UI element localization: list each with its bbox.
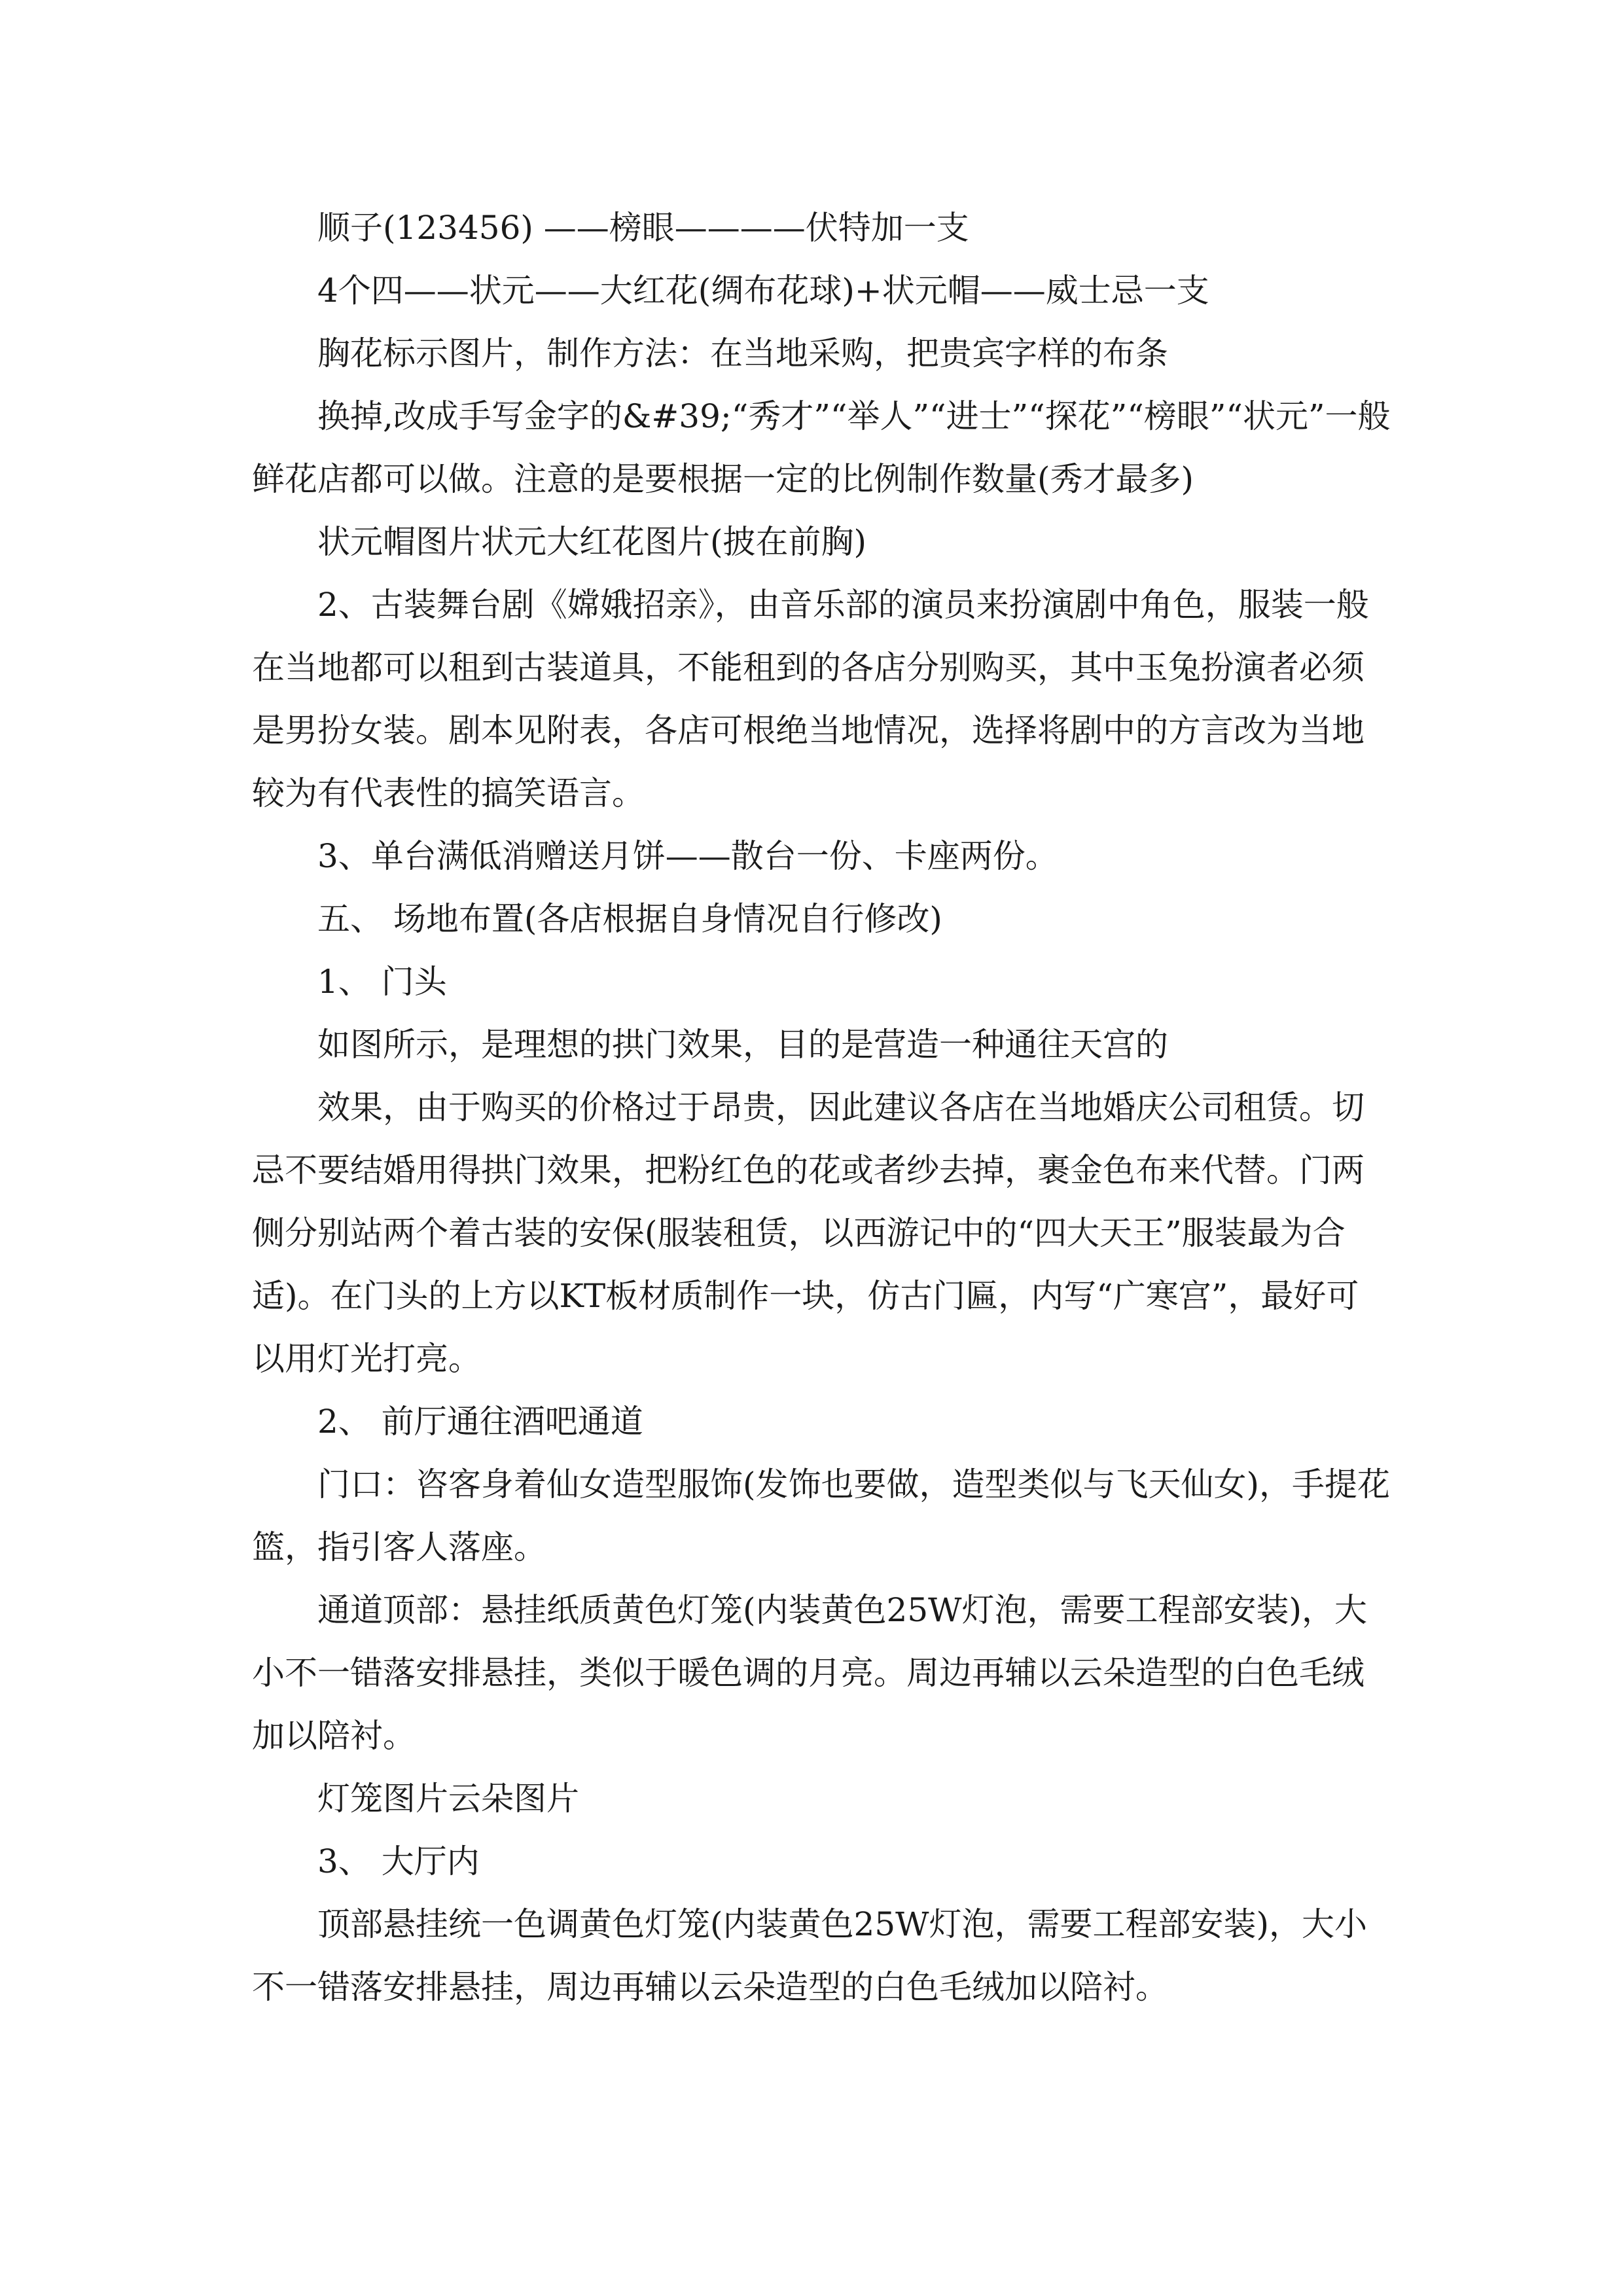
paragraph-mooncake-gift: 3、单台满低消赠送月饼——散台一份、卡座两份。	[317, 837, 1058, 875]
paragraph-passage-ceiling: 通道顶部：悬挂纸质黄色灯笼(内装黄色25W灯泡，需要工程部安装)，大小不一错落安排悬挂，类似于暖色调的月亮。周边再辅以云朵造型的白色毛绒加以陪衬。	[252, 1591, 1368, 1755]
section-heading-venue-layout: 五、 场地布置(各店根据自身情况自行修改)	[317, 900, 942, 938]
document-body	[252, 196, 1391, 2018]
paragraph-shunzi: 顺子(123456) ——榜眼————伏特加一支	[317, 209, 969, 247]
paragraph-hall-ceiling: 顶部悬挂统一色调黄色灯笼(内装黄色25W灯泡，需要工程部安装)，大小不一错落安排悬挂，周边再辅以云朵造型的白色毛绒加以陪衬。	[252, 1905, 1368, 2006]
paragraph-doorway-greeter: 门口：咨客身着仙女造型服饰(发饰也要做，造型类似与飞天仙女)，手提花篮，指引客人落座。	[252, 1465, 1391, 1566]
subheading-main-hall: 3、 大厅内	[317, 1842, 480, 1880]
paragraph-corsage-method: 胸花标示图片，制作方法：在当地采购，把贵宾字样的布条	[317, 334, 1168, 372]
subheading-entrance: 1、 门头	[317, 963, 447, 1001]
subheading-lobby-passage: 2、 前厅通往酒吧通道	[317, 1403, 643, 1441]
paragraph-lantern-cloud-images: 灯笼图片云朵图片	[317, 1780, 579, 1818]
paragraph-replace-gold-text: 换掉,改成手写金字的&#39;“秀才”“举人”“进士”“探花”“榜眼”“状元”一般鲜花店都可以做。注意的是要根据一定的比例制作数量(秀才最多)	[252, 397, 1391, 498]
paragraph-arch-rental: 效果，由于购买的价格过于昂贵，因此建议各店在当地婚庆公司租赁。切忌不要结婚用得拱门效果，把粉红色的花或者纱去掉，裹金色布来代替。门两侧分别站两个着古装的安保(服装租赁，以西游记中的“四大天王”服装最为合适)。在门头的上方以KT板材质制作一块，仿古门匾，内写“广寒宫”，最好可以用灯光打亮。	[252, 1088, 1364, 1378]
paragraph-stage-play: 2、古装舞台剧《嫦娥招亲》，由音乐部的演员来扮演剧中角色，服装一般在当地都可以租到古装道具，不能租到的各店分别购买，其中玉兔扮演者必须是男扮女装。剧本见附表，各店可根绝当地情况，选择将剧中的方言改为当地较为有代表性的搞笑语言。	[252, 586, 1369, 812]
paragraph-arch-effect: 如图所示，是理想的拱门效果，目的是营造一种通往天宫的	[317, 1026, 1168, 1064]
paragraph-four-fours: 4个四——状元——大红花(绸布花球)+状元帽——威士忌一支	[317, 272, 1209, 310]
paragraph-hat-flower-images: 状元帽图片状元大红花图片(披在前胸)	[317, 523, 867, 561]
